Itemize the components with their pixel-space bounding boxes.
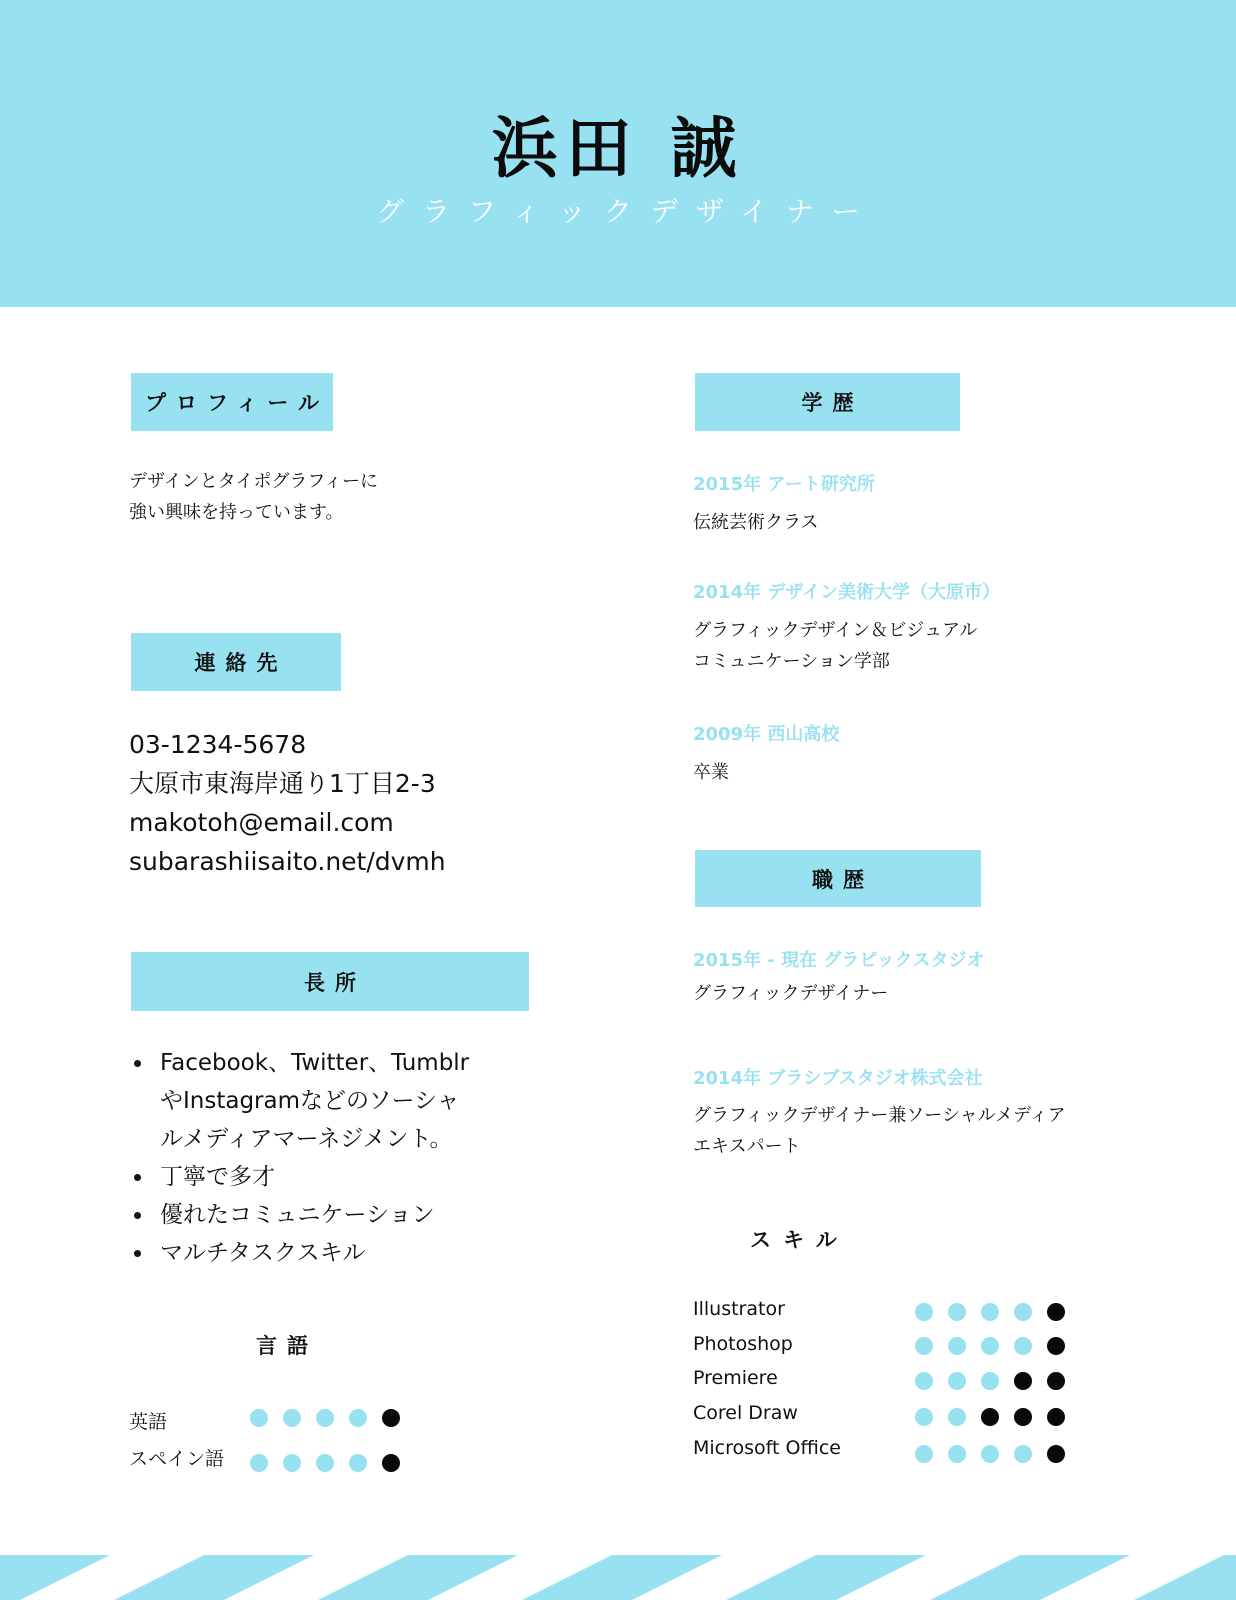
rating-dot-light [948, 1337, 966, 1355]
strengths-list [130, 1044, 510, 1272]
decorative-stripes [0, 1555, 1236, 1600]
education-line: 伝統芸術クラス [693, 512, 819, 533]
job-title: グラフィックデザイナー [376, 195, 878, 228]
rating-dot-light [948, 1445, 966, 1463]
education-desc [693, 507, 818, 538]
rating-dot-filled [981, 1408, 999, 1426]
skill-label: Premiere [693, 1367, 778, 1389]
rating-dot-filled [382, 1409, 400, 1427]
rating-dot-light [250, 1409, 268, 1427]
skill-label: Illustrator [693, 1298, 785, 1320]
profile-line: 強い興味を持っています。 [129, 502, 344, 523]
profile-line: デザインとタイポグラフィーに [129, 471, 378, 492]
strength-item: 丁寧で多才 [130, 1158, 510, 1196]
rating-dot-light [349, 1409, 367, 1427]
contact-heading: 連絡先 [131, 633, 341, 691]
rating-dot-light [915, 1445, 933, 1463]
rating-dot-filled [1014, 1408, 1032, 1426]
education-line: 卒業 [693, 762, 729, 783]
career-line: グラフィックデザイナー [693, 983, 889, 1004]
education-year: 2015年 アート研究所 [693, 474, 875, 495]
rating-dot-light [349, 1454, 367, 1472]
rating-dot-light [316, 1454, 334, 1472]
strength-item: Facebook、Twitter、Tumblr やInstagramなどのソーシャ ルメディアマーネジメント。 [130, 1044, 510, 1158]
education-desc [693, 757, 729, 788]
rating-dot-filled [1047, 1337, 1065, 1355]
profile-heading: プロフィール [131, 373, 333, 431]
rating-dot-filled [1047, 1303, 1065, 1321]
person-name: 浜田 誠 [491, 110, 745, 187]
contact-website: subarashiisaito.net/dvmh [129, 847, 446, 876]
rating-dot-light [981, 1337, 999, 1355]
rating-dot-filled [1047, 1408, 1065, 1426]
languages-heading: 言語 [256, 1334, 318, 1358]
skill-rating [915, 1337, 1065, 1355]
education-line: グラフィックデザイン＆ビジュアル [693, 620, 978, 641]
rating-dot-light [915, 1408, 933, 1426]
header-banner [0, 0, 1236, 307]
rating-dot-light [915, 1372, 933, 1390]
rating-dot-light [316, 1409, 334, 1427]
rating-dot-light [250, 1454, 268, 1472]
rating-dot-light [981, 1372, 999, 1390]
education-year: 2014年 デザイン美術大学（大原市） [693, 582, 1001, 603]
career-year: 2014年 ブラシブスタジオ株式会社 [693, 1068, 983, 1089]
career-desc [693, 1100, 1066, 1162]
profile-text [129, 466, 529, 528]
career-year: 2015年 - 現在 グラピックスタジオ [693, 950, 985, 971]
education-heading: 学歴 [695, 373, 960, 431]
skill-label: Corel Draw [693, 1402, 798, 1424]
skill-rating [915, 1408, 1065, 1426]
contact-email: makotoh@email.com [129, 808, 394, 837]
language-rating [250, 1454, 400, 1472]
career-line: エキスパート [693, 1136, 801, 1157]
education-line: コミュニケーション学部 [693, 651, 890, 672]
rating-dot-light [948, 1408, 966, 1426]
career-desc [693, 978, 888, 1009]
rating-dot-light [948, 1303, 966, 1321]
strengths-heading: 長所 [131, 952, 529, 1011]
rating-dot-light [981, 1303, 999, 1321]
skill-label: Microsoft Office [693, 1437, 841, 1459]
rating-dot-light [1014, 1445, 1032, 1463]
education-desc [693, 615, 977, 677]
skill-rating [915, 1372, 1065, 1390]
contact-phone: 03-1234-5678 [129, 730, 307, 759]
skill-rating [915, 1445, 1065, 1463]
rating-dot-filled [1014, 1372, 1032, 1390]
skill-label: Photoshop [693, 1333, 793, 1355]
rating-dot-light [1014, 1337, 1032, 1355]
contact-info [129, 725, 589, 881]
career-line: グラフィックデザイナー兼ソーシャルメディア [693, 1105, 1066, 1126]
language-label: 英語 [129, 1411, 168, 1433]
rating-dot-light [915, 1303, 933, 1321]
language-rating [250, 1409, 400, 1427]
education-year: 2009年 西山高校 [693, 724, 840, 745]
strength-item: 優れたコミュニケーション [130, 1196, 510, 1234]
career-heading: 職歴 [695, 850, 981, 907]
strength-item: マルチタスクスキル [130, 1234, 510, 1272]
rating-dot-light [948, 1372, 966, 1390]
rating-dot-light [1014, 1303, 1032, 1321]
rating-dot-light [915, 1337, 933, 1355]
skill-rating [915, 1303, 1065, 1321]
rating-dot-filled [1047, 1372, 1065, 1390]
language-label: スペイン語 [129, 1448, 225, 1470]
rating-dot-light [981, 1445, 999, 1463]
contact-address: 大原市東海岸通り1丁目2-3 [129, 769, 436, 798]
rating-dot-light [283, 1409, 301, 1427]
skills-heading: スキル [750, 1228, 849, 1252]
rating-dot-light [283, 1454, 301, 1472]
rating-dot-filled [382, 1454, 400, 1472]
rating-dot-filled [1047, 1445, 1065, 1463]
